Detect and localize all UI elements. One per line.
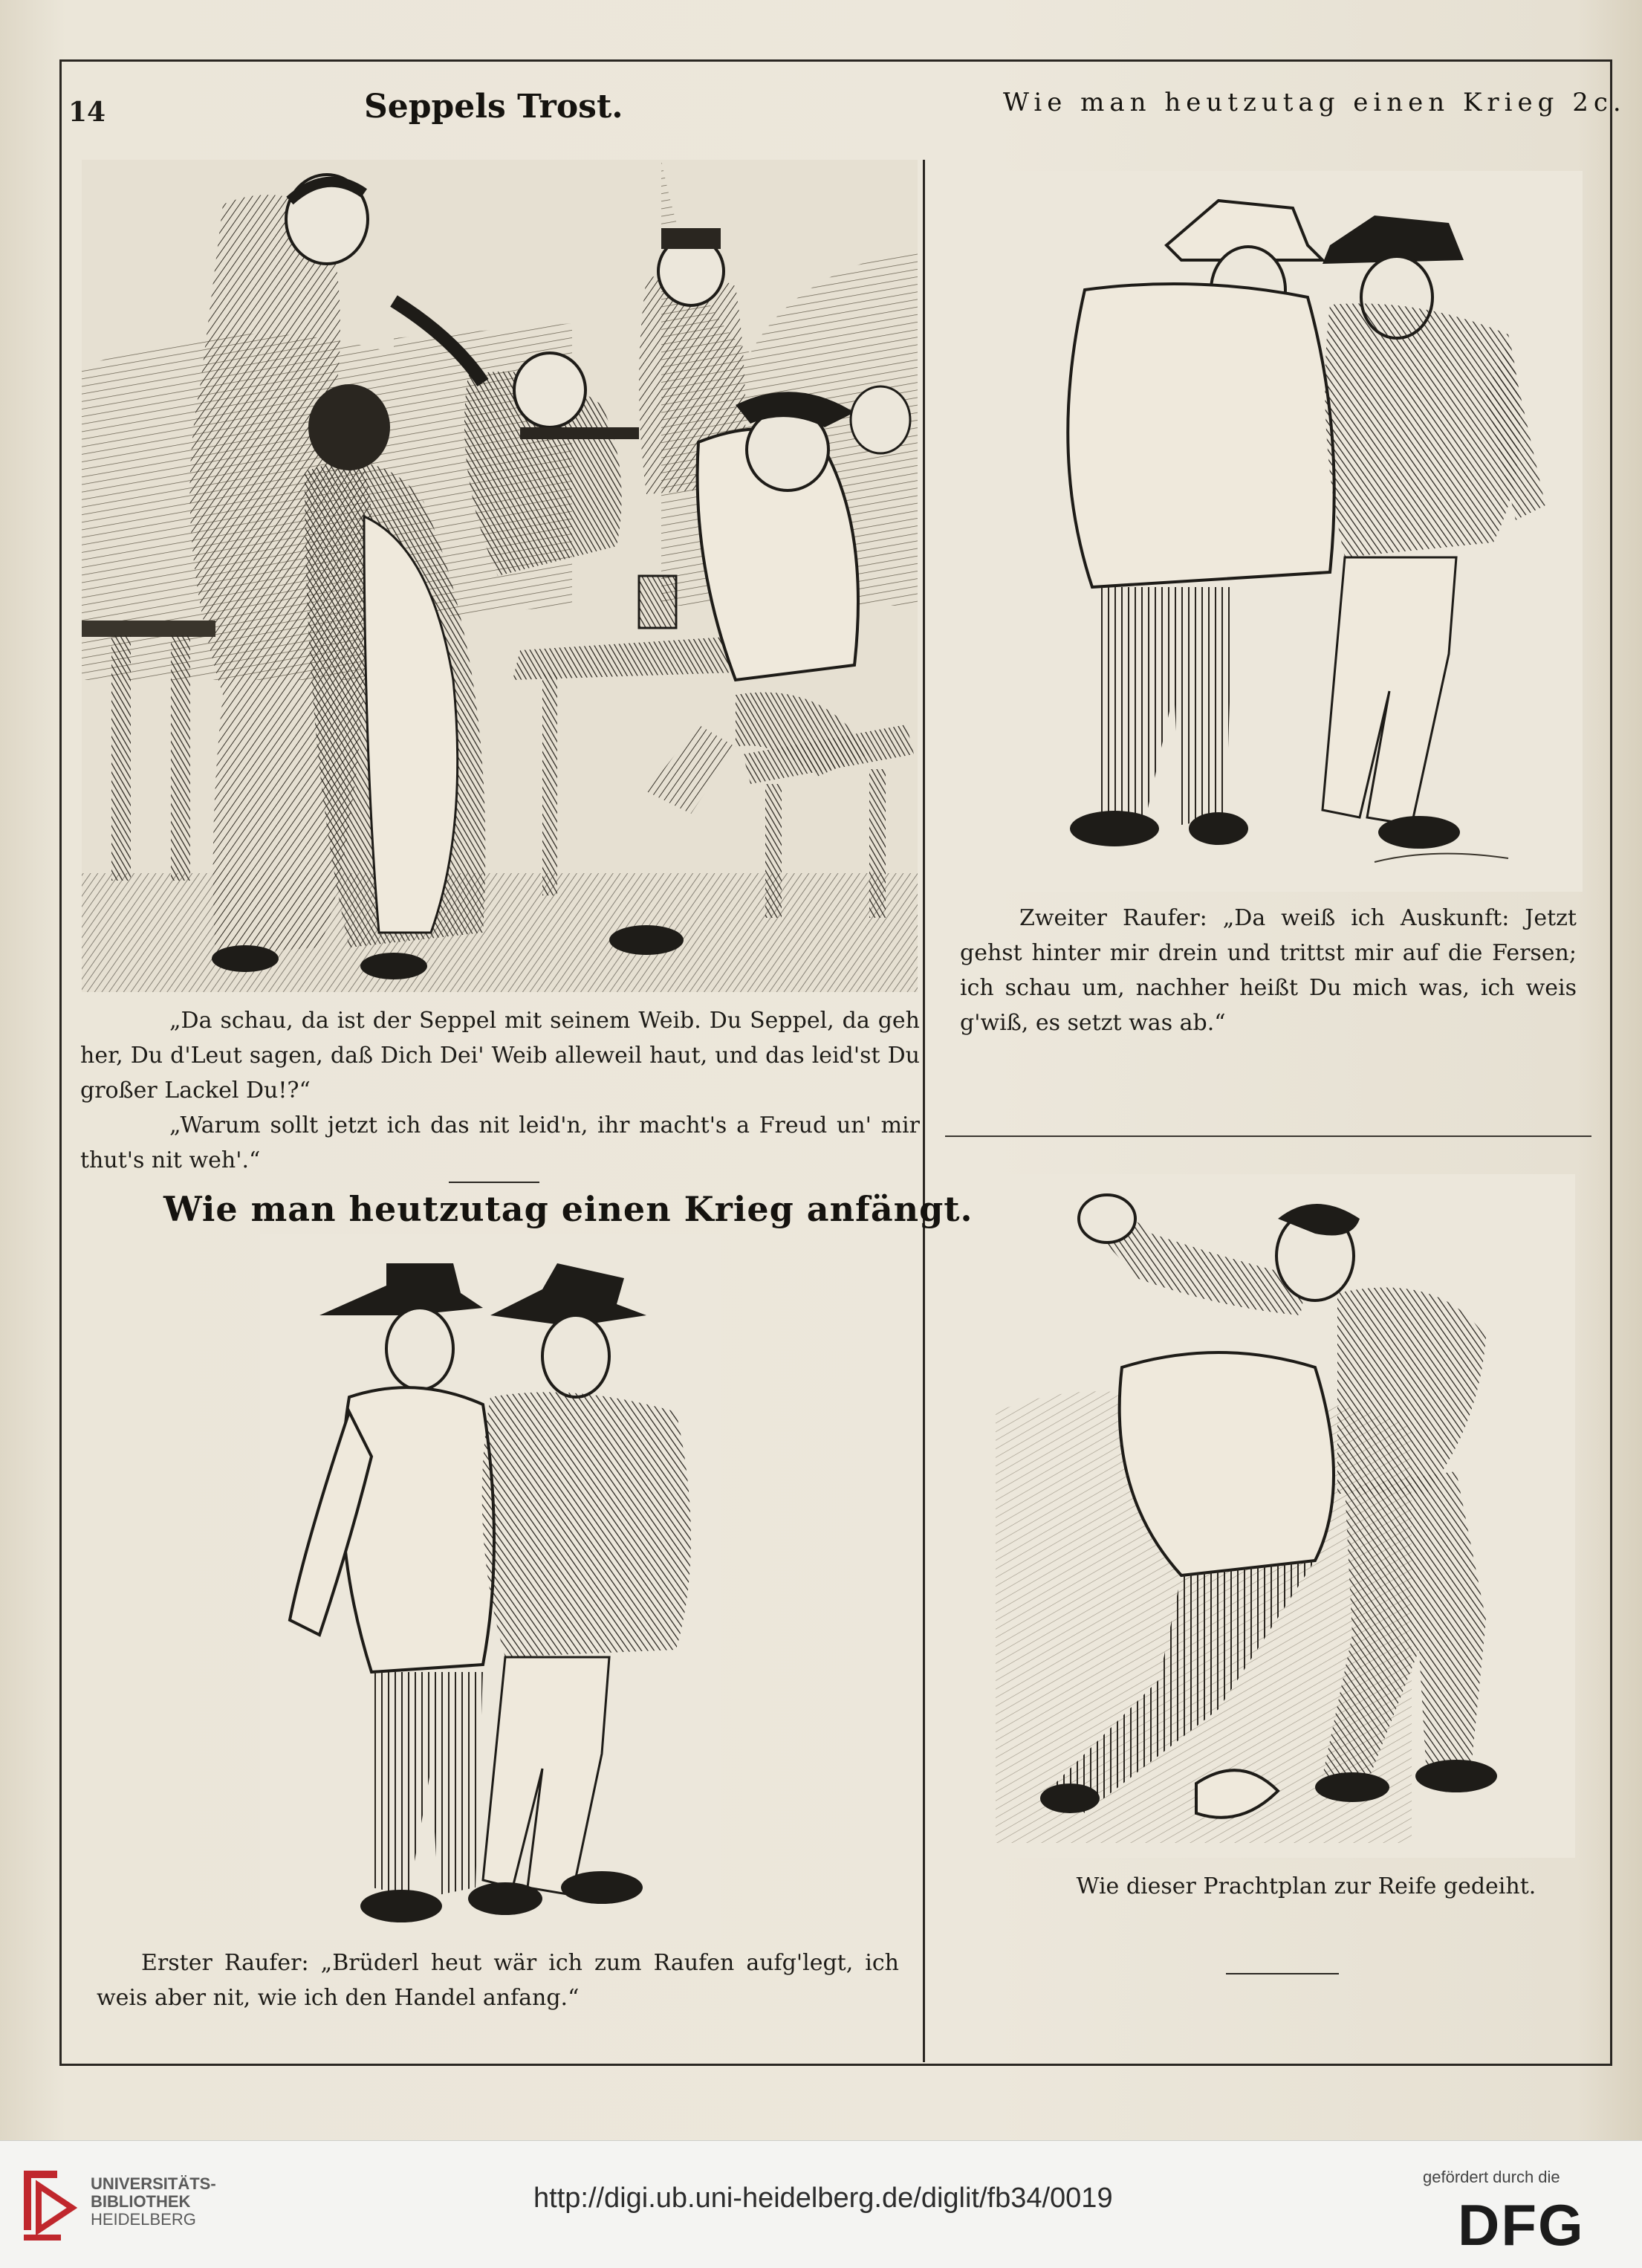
seppel-caption-line-1: „Da schau, da ist der Seppel mit seinem Weib. Du Seppel, da geh her, Du d'Leut sagen, daß Dich Dei' Weib alleweil haut, und das leid'st Du großer Lackel Du!?“ — [80, 1008, 920, 1104]
brawl-illustration — [996, 1174, 1575, 1858]
seppel-caption — [80, 1003, 920, 1178]
permalink-url[interactable]: http://digi.ub.uni-heidelberg.de/diglit/fb34/0019 — [533, 2183, 1113, 2214]
running-head: Wie man heutzutag einen Krieg 2c. — [1003, 88, 1626, 117]
viewer-footer — [0, 2140, 1642, 2268]
library-name-line-2: BIBLIOTHEK — [91, 2192, 191, 2211]
library-name-line-3: HEIDELBERG — [91, 2210, 196, 2229]
final-caption: Wie dieser Prachtplan zur Reife gedeiht. — [1076, 1873, 1536, 1899]
two-men-walking-illustration — [973, 171, 1583, 892]
library-name — [91, 2175, 216, 2229]
erster-raufer-caption: Erster Raufer: „Brüderl heut wär ich zum Raufen aufg'legt, ich weis aber nit, wie ich den Handel anfang.“ — [97, 1950, 899, 2011]
page-number: 14 — [68, 97, 106, 128]
dfg-logo[interactable]: DFG — [1458, 2192, 1585, 2258]
end-rule — [1226, 1973, 1339, 1974]
zweiter-raufer-caption: Zweiter Raufer: „Da weiß ich Auskunft: Jetzt gehst hinter mir drein und trittst mir auf die Fersen; ich schau um, nachher heißt Du mich was, ich weis g'wiß, es setzt was ab.“ — [960, 905, 1577, 1036]
library-name-line-1: UNIVERSITÄTS- — [91, 2174, 216, 2193]
tavern-scene-illustration — [82, 160, 918, 992]
column-divider — [923, 160, 925, 2062]
section-title-krieg: Wie man heutzutag einen Krieg anfängt. — [163, 1189, 973, 1229]
separator-rule — [449, 1182, 539, 1183]
arm-in-arm-illustration — [260, 1234, 721, 1940]
seppel-caption-line-2: „Warum sollt jetzt ich das nit leid'n, ihr macht's a Freud un' mir thut's nit weh'.“ — [80, 1112, 920, 1173]
section-divider — [945, 1135, 1591, 1137]
section-title-seppel: Seppels Trost. — [364, 88, 623, 126]
funded-by-label: gefördert durch die — [1423, 2168, 1560, 2186]
university-library-logo-icon[interactable] — [16, 2163, 83, 2255]
